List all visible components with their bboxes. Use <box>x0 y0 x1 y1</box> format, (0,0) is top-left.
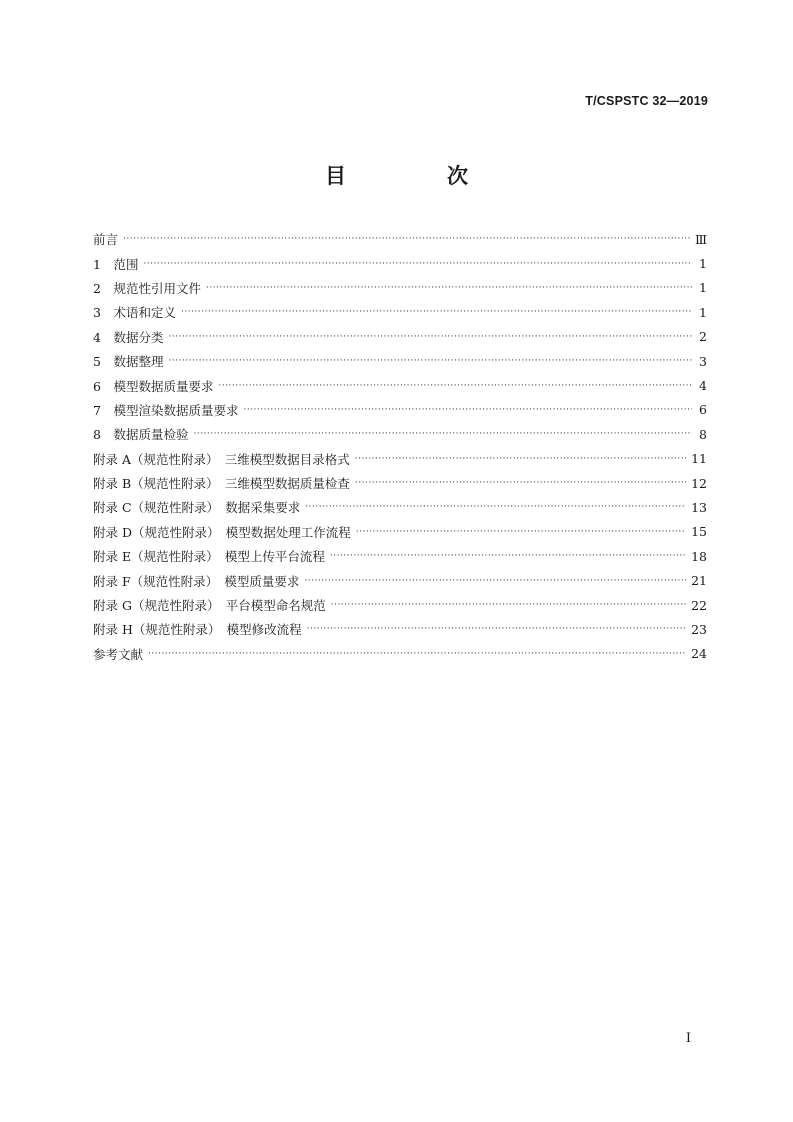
toc-dot-leader <box>143 257 692 271</box>
toc-entry-page: 15 <box>691 524 707 540</box>
toc-entry-page: 12 <box>691 475 707 491</box>
toc-entry-page: 4 <box>699 378 707 394</box>
toc-entry-6[interactable] <box>93 373 707 397</box>
toc-dot-leader <box>123 232 690 246</box>
toc-entry-page: 11 <box>691 451 707 467</box>
toc-entry-label: 4 数据分类 <box>93 329 164 345</box>
toc-entry-label: 前言 <box>93 232 119 248</box>
toc-dot-leader <box>330 549 686 563</box>
toc-entry-2[interactable] <box>93 276 707 300</box>
toc-entry-label: 附录 H（规范性附录） 模型修改流程 <box>93 622 302 638</box>
toc-entry-label: 附录 B（规范性附录） 三维模型数据质量检查 <box>93 476 350 492</box>
toc-dot-leader <box>206 281 692 295</box>
toc-entry-label: 附录 C（规范性附录） 数据采集要求 <box>93 500 301 516</box>
toc-entry-5[interactable] <box>93 349 707 373</box>
toc-entry-label: 附录 A（规范性附录） 三维模型数据目录格式 <box>93 451 350 467</box>
toc-entry-4[interactable] <box>93 325 707 349</box>
toc-entry-label: 参考文献 <box>93 646 144 662</box>
toc-dot-leader <box>355 476 686 490</box>
toc-entry-label: 3 术语和定义 <box>93 305 176 321</box>
toc-entry-page: 8 <box>699 426 707 442</box>
toc-entry-page: 22 <box>691 597 707 613</box>
toc-dot-leader <box>307 622 686 636</box>
toc-entry-label: 5 数据整理 <box>93 354 164 370</box>
toc-entry-appendix-f[interactable] <box>93 568 707 592</box>
toc-entry-1[interactable] <box>93 251 707 275</box>
toc-entry-appendix-a[interactable] <box>93 447 707 471</box>
toc-dot-leader <box>181 305 692 319</box>
toc-entry-references[interactable] <box>93 642 707 666</box>
toc-entry-page: 18 <box>691 548 707 564</box>
toc-entry-label: 附录 D（规范性附录） 模型数据处理工作流程 <box>93 524 351 540</box>
toc-entry-label: 2 规范性引用文件 <box>93 280 201 296</box>
toc-entry-appendix-c[interactable] <box>93 495 707 519</box>
toc-entry-page: 1 <box>699 256 707 272</box>
standard-code: T/CSPSTC 32—2019 <box>585 94 708 108</box>
toc-entry-page: 21 <box>691 573 707 589</box>
toc-entry-appendix-h[interactable] <box>93 617 707 641</box>
toc-dot-leader <box>304 574 686 588</box>
toc-entry-appendix-b[interactable] <box>93 471 707 495</box>
toc-entry-page: 1 <box>699 280 707 296</box>
toc-entry-appendix-e[interactable] <box>93 544 707 568</box>
toc-entry-page: 3 <box>699 353 707 369</box>
toc-entry-foreword[interactable] <box>93 227 707 251</box>
toc-entry-label: 1 范围 <box>93 256 139 272</box>
toc-entry-page: 6 <box>699 402 707 418</box>
table-of-contents <box>93 227 707 666</box>
toc-dot-leader <box>243 403 692 417</box>
toc-entry-page: 2 <box>699 329 707 345</box>
toc-dot-leader <box>168 330 692 344</box>
toc-dot-leader <box>331 598 686 612</box>
toc-entry-appendix-g[interactable] <box>93 593 707 617</box>
toc-entry-3[interactable] <box>93 300 707 324</box>
toc-entry-label: 附录 G（规范性附录） 平台模型命名规范 <box>93 598 326 614</box>
toc-entry-label: 附录 E（规范性附录） 模型上传平台流程 <box>93 549 325 565</box>
toc-dot-leader <box>193 427 692 441</box>
toc-dot-leader <box>305 500 686 514</box>
toc-entry-page: 23 <box>691 621 707 637</box>
toc-dot-leader <box>168 354 692 368</box>
toc-entry-page: Ⅲ <box>694 231 707 247</box>
page-number: Ⅰ <box>685 1031 691 1046</box>
toc-dot-leader <box>148 647 686 661</box>
toc-entry-7[interactable] <box>93 398 707 422</box>
toc-dot-leader <box>356 525 686 539</box>
toc-entry-label: 6 模型数据质量要求 <box>93 378 214 394</box>
toc-dot-leader <box>355 452 686 466</box>
toc-entry-label: 8 数据质量检验 <box>93 427 189 443</box>
toc-entry-label: 7 模型渲染数据质量要求 <box>93 402 239 418</box>
toc-entry-page: 13 <box>691 499 707 515</box>
toc-dot-leader <box>218 379 692 393</box>
toc-entry-8[interactable] <box>93 422 707 446</box>
toc-entry-appendix-d[interactable] <box>93 520 707 544</box>
toc-entry-label: 附录 F（规范性附录） 模型质量要求 <box>93 573 300 589</box>
toc-entry-page: 24 <box>691 646 707 662</box>
toc-entry-page: 1 <box>699 304 707 320</box>
page-title: 目 次 <box>325 164 508 188</box>
